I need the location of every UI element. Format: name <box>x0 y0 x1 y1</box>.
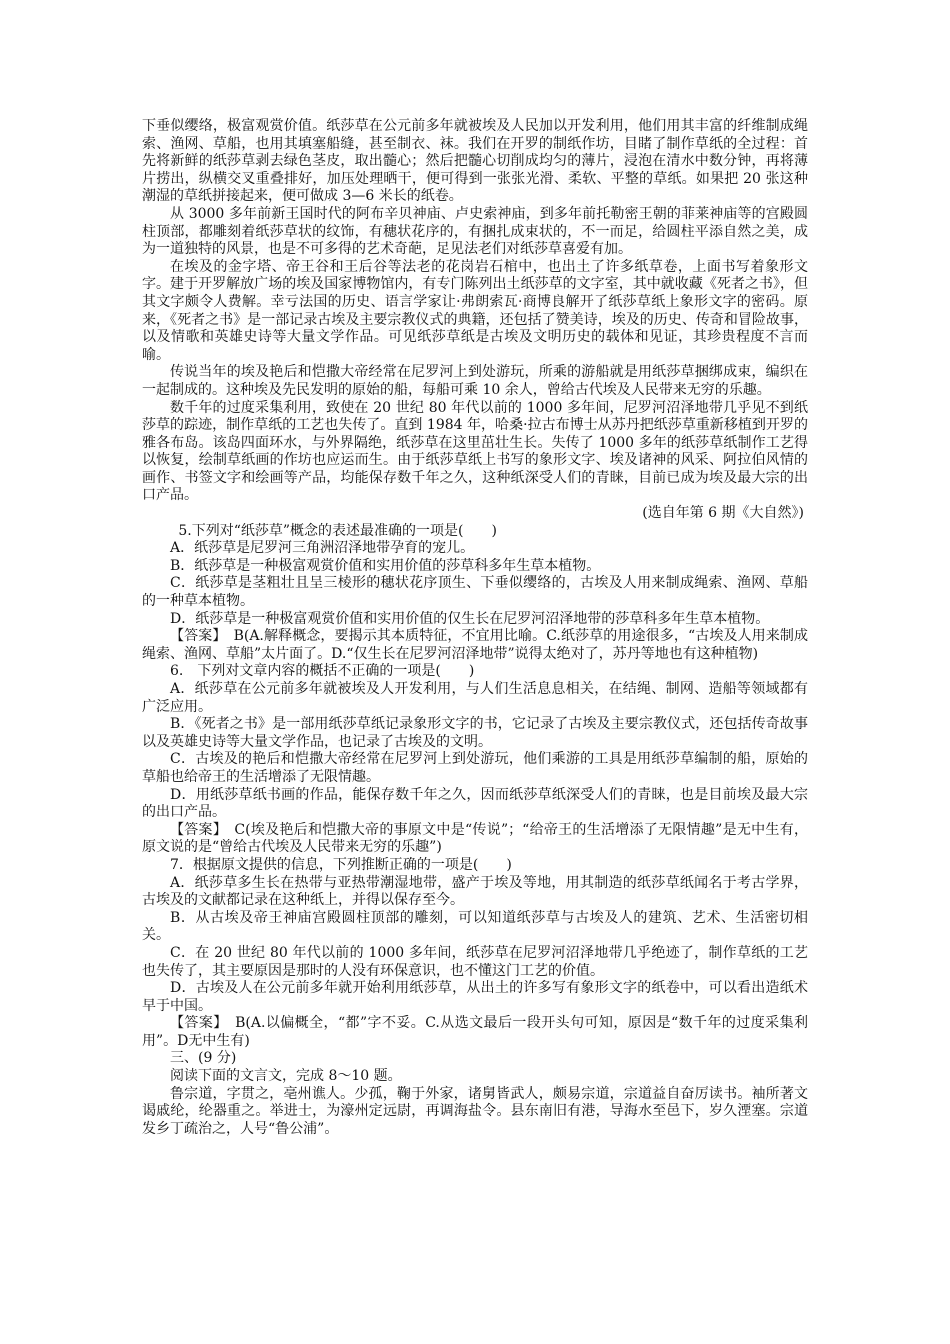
document-page <box>142 118 808 1138</box>
passage-paragraph-5: 数千年的过度采集利用，致使在 20 世纪 80 年代以前的 1000 多年间，尼罗河沼泽地带几乎见不到纸莎草的踪迹，制作草纸的工艺也失传了。直到 1984 年，哈桑·拉古布博士从苏丹把纸莎草重新移植到开罗的雅各布岛。该岛四面环水，与外界隔绝，纸莎草在这里茁壮生长。失传了 1000 多年的纸莎草纸制作工艺得以恢复，绘制草纸画的作坊也应运而生。由于纸莎草纸上书写的象形文字、埃及诸神的风采、阿拉伯风情的画作、书签文字和绘画等产品，均能保存数千年之久，这种纸深受人们的青睐，目前已成为埃及最大宗的出口产品。 <box>142 399 808 504</box>
question-6-option-a: A．纸莎草在公元前多年就被埃及人开发利用，与人们生活息息相关，在结绳、制网、造船等领域都有广泛应用。 <box>142 681 808 715</box>
passage-paragraph-2: 从 3000 多年前新王国时代的阿布辛贝神庙、卢史索神庙，到多年前托勒密王朝的菲莱神庙等的宫殿圆柱顶部，都雕刻着纸莎草状的纹饰，有穗状花序的，有捆扎成束状的，不一而足，给圆柱平添自然之美，成为一道独特的风景，也是不可多得的艺术奇葩，足见法老们对纸莎草喜爱有加。 <box>142 205 808 258</box>
answer-text: B(A.解释概念，要揭示其本质特征，不宜用比喻。C.纸莎草的用途很多，“古埃及人用来制成绳索、渔网、草船”太片面了。D.“仅生长在尼罗河沼泽地带”说得太绝对了，苏丹等地也有这种植物) <box>142 628 808 662</box>
question-6-stem: 6. 下列对文章内容的概括不正确的一项是( ) <box>170 663 475 680</box>
question-5-option-b: B．纸莎草是一种极富观赏价值和实用价值的莎草科多年生草本植物。 <box>170 557 601 574</box>
answer-text: C(埃及艳后和恺撒大帝的事原文中是“传说”；“给帝王的生活增添了无限情趣”是无中生有，原文说的是“曾给古代埃及人民带来无穷的乐趣”) <box>142 821 808 856</box>
passage-paragraph-1: 下垂似缨络，极富观赏价值。纸莎草在公元前多年就被埃及人民加以开发利用，他们用其丰富的纤维制成绳索、渔网、草船，也用其填塞船缝，甚至制衣、袜。我们在开罗的制纸作坊，目睹了制作草纸的全过程：首先将新鲜的纸莎草剥去绿色茎皮，取出髓心；然后把髓心切削成均匀的薄片，浸泡在清水中数分钟，再将薄片捞出，纵横交叉重叠排好，加压处理晒干，便可得到一张张光滑、柔软、平整的草纸。如果把 20 张这种潮湿的草纸拼接起来，便可做成 3—6 米长的纸卷。 <box>142 118 808 205</box>
question-7-option-c: C．在 20 世纪 80 年代以前的 1000 多年间，纸莎草在尼罗河沼泽地带几乎绝迹了，制作草纸的工艺也失传了，其主要原因是那时的人没有环保意识，也不懂这门工艺的价值。 <box>142 944 808 979</box>
source-citation: (选自年第 6 期《大自然》) <box>642 505 804 522</box>
answer-label: 【答案】 <box>170 821 221 838</box>
classical-text: 鲁宗道，字贯之，亳州谯人。少孤，鞠于外家，诸舅皆武人，颇易宗道，宗道益自奋厉读书。袖所著文谒戚纶，纶器重之。举进士，为濠州定远尉，再调海盐令。县东南旧有港，导海水至邑下，岁久湮塞。宗道发乡丁疏治之，人号“鲁公浦”。 <box>142 1085 808 1137</box>
answer-text: B(A.以偏概全，“都”字不妥。C.从选文最后一段开头句可知，原因是“数千年的过度采集利用”。D无中生有) <box>142 1015 808 1049</box>
question-7-option-b: B．从古埃及帝王神庙宫殿圆柱顶部的雕刻，可以知道纸莎草与古埃及人的建筑、艺术、生活密切相关。 <box>142 909 808 944</box>
passage-paragraph-4: 传说当年的埃及艳后和恺撒大帝经常在尼罗河上到处游玩，所乘的游船就是用纸莎草捆绑成束，编织在一起制成的。这种埃及先民发明的原始的船，每船可乘 10 余人，曾给古代埃及人民带来无穷的乐趣。 <box>142 364 808 398</box>
question-6-option-b: B．《死者之书》是一部用纸莎草纸记录象形文字的书，它记录了古埃及主要宗教仪式，还包括传奇故事以及英雄史诗等大量文学作品，也记录了古埃及的文明。 <box>142 716 808 750</box>
question-6-option-d: D．用纸莎草纸书画的作品，能保存数千年之久，因而纸莎草纸深受人们的青睐，也是目前埃及最大宗的出口产品。 <box>142 786 808 821</box>
question-7-option-d: D．古埃及人在公元前多年就开始利用纸莎草，从出土的许多写有象形文字的纸卷中，可以看出造纸术早于中国。 <box>142 980 808 1014</box>
answer-label: 【答案】 <box>170 1015 221 1032</box>
question-5-option-c: C．纸莎草是茎粗壮且呈三棱形的穗状花序顶生、下垂似缨络的，古埃及人用来制成绳索、渔网、草船的一种草本植物。 <box>142 575 808 610</box>
question-5-option-a: A．纸莎草是尼罗河三角洲沼泽地带孕育的宠儿。 <box>170 540 475 557</box>
question-7-option-a: A．纸莎草多生长在热带与亚热带潮湿地带，盛产于埃及等地，用其制造的纸莎草纸闻名于考古学界，古埃及的文献都记录在这种纸上，并得以保存至今。 <box>142 874 808 909</box>
question-6-option-c: C．古埃及的艳后和恺撒大帝经常在尼罗河上到处游玩，他们乘游的工具是用纸莎草编制的船，原始的草船也给帝王的生活增添了无限情趣。 <box>142 751 808 785</box>
answer-label: 【答案】 <box>170 628 220 645</box>
question-5-answer <box>142 628 808 663</box>
question-7-answer <box>142 1015 808 1050</box>
section-3-heading: 三、(9 分) <box>170 1050 237 1067</box>
passage-paragraph-3: 在埃及的金字塔、帝王谷和王后谷等法老的花岗岩石棺中，也出土了许多纸草卷，上面书写着象形文字。建于开罗解放广场的埃及国家博物馆内，有专门陈列出土纸莎草的文字室，其中就收藏《死者之书》，但其文字颇令人费解。幸亏法国的历史、语言学家让·弗朗索瓦·商博良解开了纸莎草纸上象形文字的密码。原来，《死者之书》是一部记录古埃及主要宗教仪式的典籍，还包括了赞美诗，埃及的历史、传奇和冒险故事，以及情歌和英雄史诗等大量文学作品。可见纸莎草纸是古埃及文明历史的载体和见证，其珍贵程度不言而喻。 <box>142 258 808 363</box>
section-3-instruction: 阅读下面的文言文，完成 8～10 题。 <box>170 1068 402 1085</box>
question-5-stem: 5.下列对“纸莎草”概念的表述最准确的一项是( ) <box>178 522 497 539</box>
question-7-stem: 7．根据原文提供的信息，下列推断正确的一项是( ) <box>170 856 512 873</box>
question-5-option-d: D．纸莎草是一种极富观赏价值和实用价值的仅生长在尼罗河沼泽地带的莎草科多年生草本植物。 <box>170 610 770 627</box>
question-6-answer <box>142 822 808 857</box>
